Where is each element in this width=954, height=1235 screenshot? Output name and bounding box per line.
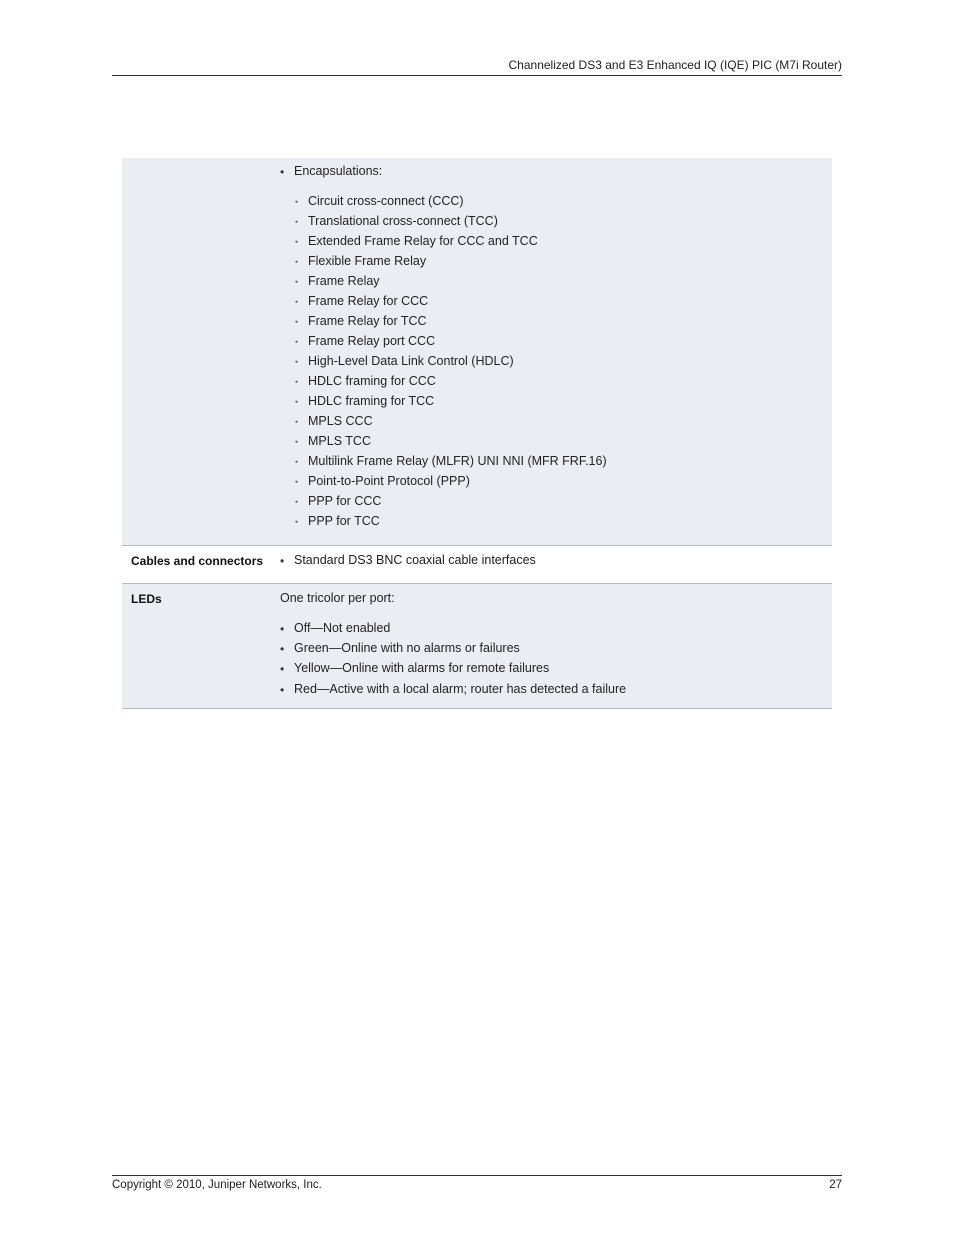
page-footer [112,1175,842,1191]
sub-bullet-icon: • [295,237,299,247]
cables-item: Standard DS3 BNC coaxial cable interfaces [294,553,536,567]
page-number: 27 [829,1179,842,1191]
encapsulation-item: Frame Relay for CCC [308,294,429,308]
sub-bullet-icon: • [295,477,299,487]
encapsulation-item: Flexible Frame Relay [308,254,427,268]
sub-bullet-icon: • [295,417,299,427]
led-item: Off—Not enabled [294,621,391,635]
leds-label: LEDs [131,592,162,606]
footer-copyright: Copyright © 2010, Juniper Networks, Inc. [112,1179,322,1191]
leds-intro: One tricolor per port: [280,591,395,605]
sub-bullet-icon: • [295,437,299,447]
bullet-icon: • [280,683,285,697]
encapsulation-item: Extended Frame Relay for CCC and TCC [308,234,538,248]
encapsulation-item: PPP for TCC [308,514,380,528]
encapsulation-item: Point-to-Point Protocol (PPP) [308,474,470,488]
spec-table [122,158,832,709]
encapsulation-item: High-Level Data Link Control (HDLC) [308,354,514,368]
encapsulation-item: Frame Relay for TCC [308,314,427,328]
encapsulation-item: MPLS CCC [308,414,373,428]
encapsulation-item: Translational cross-connect (TCC) [308,214,498,228]
led-item: Yellow—Online with alarms for remote failures [294,661,550,675]
page-header [112,57,842,76]
sub-bullet-icon: • [295,337,299,347]
row-leds [122,584,832,709]
encapsulation-item: Frame Relay [308,274,380,288]
sub-bullet-icon: • [295,517,299,527]
bullet-icon: • [280,554,285,568]
encapsulation-item: Frame Relay port CCC [308,334,436,348]
sub-bullet-icon: • [295,357,299,367]
encapsulation-item: Circuit cross-connect (CCC) [308,194,464,208]
sub-bullet-icon: • [295,257,299,267]
header-title: Channelized DS3 and E3 Enhanced IQ (IQE) PIC (M7i Router) [508,58,842,72]
sub-bullet-icon: • [295,497,299,507]
sub-bullet-icon: • [295,377,299,387]
cables-label: Cables and connectors [131,554,264,568]
row-encapsulations [122,158,832,546]
bullet-icon: • [280,622,285,636]
led-item: Green—Online with no alarms or failures [294,641,520,655]
encapsulation-item: Multilink Frame Relay (MLFR) UNI NNI (MFR FRF.16) [308,454,607,468]
bullet-icon: • [280,662,285,676]
sub-bullet-icon: • [295,277,299,287]
encapsulation-item: MPLS TCC [308,434,371,448]
sub-bullet-icon: • [295,217,299,227]
encapsulations-intro: Encapsulations: [294,164,383,178]
bullet-icon: • [280,642,285,656]
sub-bullet-icon: • [295,457,299,467]
sub-bullet-icon: • [295,317,299,327]
sub-bullet-icon: • [295,397,299,407]
encapsulation-item: HDLC framing for CCC [308,374,436,388]
sub-bullet-icon: • [295,297,299,307]
encapsulation-item: PPP for CCC [308,494,382,508]
row-cables-and-connectors [122,546,832,584]
encapsulation-item: HDLC framing for TCC [308,394,435,408]
led-item: Red—Active with a local alarm; router has detected a failure [294,682,627,696]
bullet-icon: • [280,165,285,179]
sub-bullet-icon: • [295,197,299,207]
